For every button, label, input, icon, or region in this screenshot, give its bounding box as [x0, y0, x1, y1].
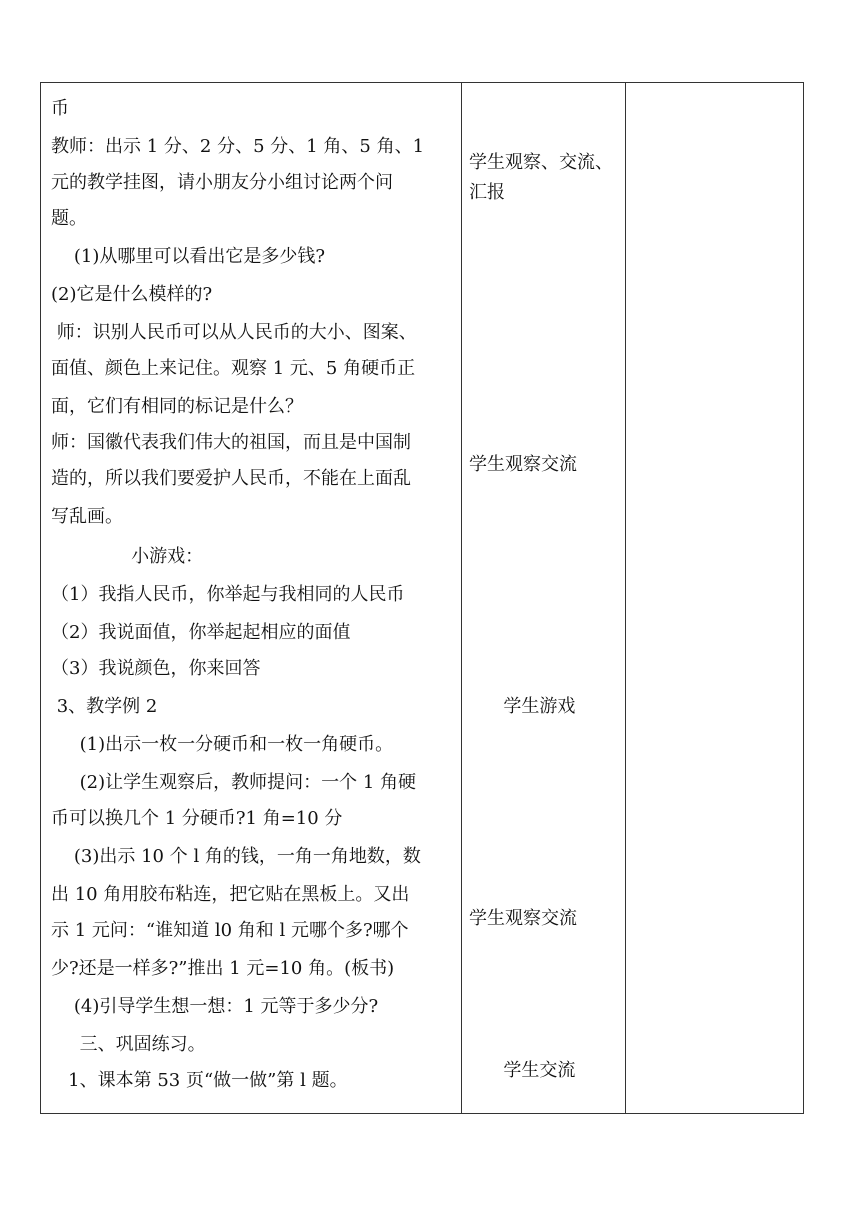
lesson-line: 师：识别人民币可以从人民币的大小、图案、 [51, 322, 417, 343]
column-divider [461, 83, 462, 1113]
lesson-line: （2）我说面值，你举起起相应的面值 [51, 622, 351, 643]
lesson-line: 3、教学例 2 [51, 696, 158, 717]
lesson-line: 出 10 角用胶布粘连，把它贴在黑板上。又出 [51, 884, 410, 905]
lesson-table [40, 82, 804, 1114]
activity-line: 学生观察、交流、 [469, 152, 613, 173]
lesson-line: (1)出示一枚一分硬币和一枚一角硬币。 [51, 734, 394, 755]
lesson-line: 面，它们有相同的标记是什么？ [51, 396, 303, 417]
lesson-line: (1)从哪里可以看出它是多少钱? [51, 246, 326, 267]
lesson-line: （1）我指人民币，你举起与我相同的人民币 [51, 584, 405, 605]
lesson-line: 师：国徽代表我们伟大的祖国，而且是中国制 [51, 432, 411, 453]
lesson-line: (4)引导学生想一想：1 元等于多少分? [51, 996, 379, 1017]
activity-line: 学生交流 [469, 1060, 576, 1081]
lesson-line: 币 [51, 98, 69, 119]
activity-line: 学生观察交流 [469, 454, 577, 475]
lesson-line: 1、课本第 53 页“做一做”第 l 题。 [51, 1070, 348, 1091]
lesson-line: (2)它是什么模样的? [51, 284, 213, 305]
lesson-line: 示 1 元问：“谁知道 l0 角和 l 元哪个多?哪个 [51, 920, 409, 941]
lesson-line: 币可以换几个 1 分硬币?1 角=10 分 [51, 808, 343, 829]
activity-line: 学生游戏 [469, 696, 576, 717]
lesson-line: (2)让学生观察后，教师提问：一个 1 角硬 [51, 772, 416, 793]
lesson-line: 三、巩固练习。 [51, 1034, 206, 1055]
lesson-line: 元的教学挂图，请小朋友分小组讨论两个问 [51, 172, 393, 193]
activity-line: 汇报 [469, 182, 505, 203]
lesson-line: 题。 [51, 208, 87, 229]
lesson-line: 造的，所以我们要爱护人民币，不能在上面乱 [51, 468, 411, 489]
activity-line: 学生观察交流 [469, 908, 577, 929]
lesson-line: (3)出示 10 个 l 角的钱，一角一角地数，数 [51, 846, 421, 867]
column-divider [625, 83, 626, 1113]
lesson-line: 少?还是一样多?”推出 1 元=10 角。(板书) [51, 958, 395, 979]
lesson-line: 小游戏： [51, 546, 204, 567]
lesson-line: （3）我说颜色，你来回答 [51, 658, 261, 679]
lesson-line: 教师：出示 1 分、2 分、5 分、1 角、5 角、1 [51, 136, 425, 157]
lesson-line: 写乱画。 [51, 506, 123, 527]
lesson-line: 面值、颜色上来记住。观察 1 元、5 角硬币正 [51, 358, 416, 379]
